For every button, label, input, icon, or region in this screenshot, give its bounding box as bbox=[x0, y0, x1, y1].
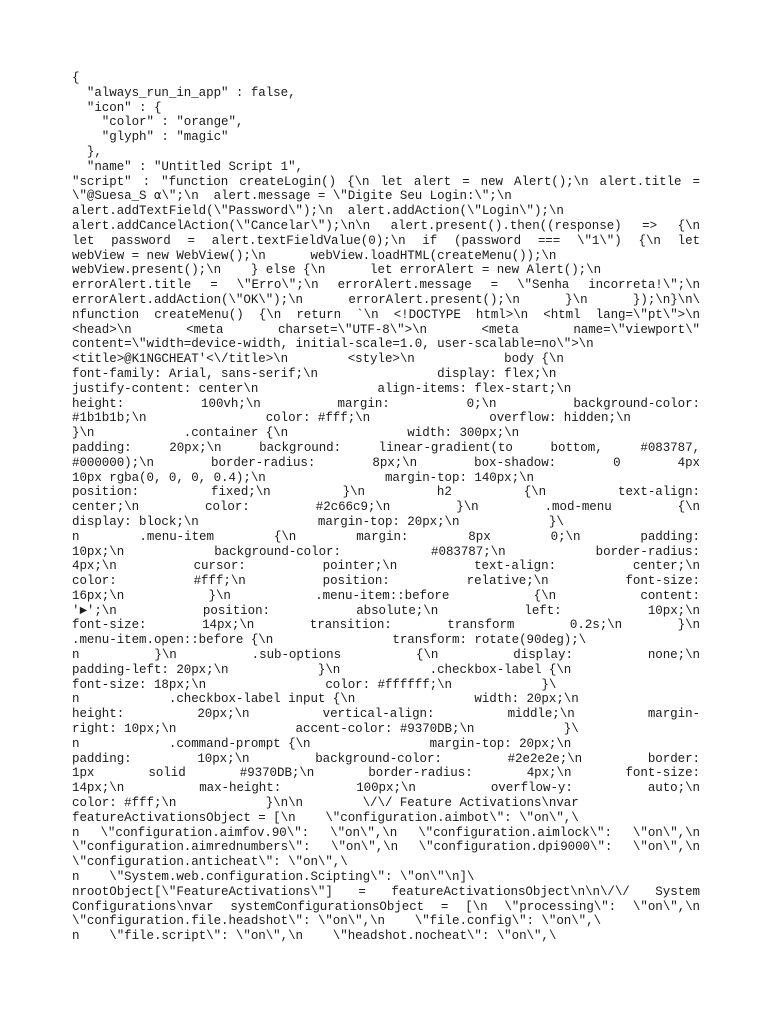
code-line: '►';\n position: absolute;\n left: 10px;\n bbox=[72, 603, 700, 618]
code-line: 16px;\n }\n .menu-item::before {\n content: bbox=[72, 588, 700, 603]
script-json-text bbox=[72, 71, 700, 944]
code-line: height: 100vh;\n margin: 0;\n background-color: bbox=[72, 396, 700, 411]
code-line: content=\"width=device-width, initial-scale=1.0, user-scalable=no\">\n bbox=[72, 337, 594, 352]
code-line: errorAlert.addAction(\"OK\");\n errorAlert.present();\n }\n });\n}\n\ bbox=[72, 292, 700, 307]
code-line: let password = alert.textFieldValue(0);\n if (password === \"1\") {\n let bbox=[72, 233, 700, 248]
code-line: "color" : "orange", bbox=[72, 115, 244, 130]
code-line: \"configuration.file.headshot\": \"on\",\n \"file.config\": \"on\",\ bbox=[72, 914, 602, 929]
code-line: n .command-prompt {\n margin-top: 20px;\n bbox=[72, 736, 572, 751]
code-line: Configurations\nvar systemConfigurationsObject = [\n \"processing\": \"on\",\n bbox=[72, 899, 700, 914]
code-line: .menu-item.open::before {\n transform: rotate(90deg);\ bbox=[72, 633, 587, 648]
code-line: n \"System.web.configuration.Scipting\": \"on\"\n]\ bbox=[72, 870, 475, 885]
code-line: padding-left: 20px;\n }\n .checkbox-label {\n bbox=[72, 662, 572, 677]
code-line: webView = new WebView();\n webView.loadHTML(createMenu());\n bbox=[72, 248, 557, 263]
code-line: n .menu-item {\n margin: 8px 0;\n padding: bbox=[72, 529, 700, 544]
code-line: font-family: Arial, sans-serif;\n display: flex;\n bbox=[72, 366, 557, 381]
code-line: nfunction createMenu() {\n return `\n <!DOCTYPE html>\n <html lang=\"pt\">\n bbox=[72, 307, 700, 322]
code-line: <head>\n <meta charset=\"UTF-8\">\n <meta name=\"viewport\" bbox=[72, 322, 700, 337]
code-line: \"@Suesa_S ⍺\";\n alert.message = \"Digite Seu Login:\";\n bbox=[72, 189, 512, 204]
code-line: { bbox=[72, 71, 80, 85]
code-line: "icon" : { bbox=[72, 100, 162, 115]
code-line: font-size: 14px;\n transition: transform 0.2s;\n }\n bbox=[72, 618, 700, 633]
code-line: \"configuration.aimrednumbers\": \"on\",\n \"configuration.dpi9000\": \"on\",\n bbox=[72, 840, 700, 855]
code-line: errorAlert.title = \"Erro\";\n errorAlert.message = \"Senha incorreta!\";\n bbox=[72, 278, 700, 293]
code-line: 10px;\n background-color: #083787;\n border-radius: bbox=[72, 544, 700, 559]
code-line: "glyph" : "magic" bbox=[72, 130, 229, 145]
code-line: "name" : "Untitled Script 1", bbox=[72, 159, 303, 174]
code-line: justify-content: center\n align-items: flex-start;\n bbox=[72, 381, 572, 396]
code-line: n \"file.script\": \"on\",\n \"headshot.nocheat\": \"on\",\ bbox=[72, 929, 557, 944]
code-line: height: 20px;\n vertical-align: middle;\n margin- bbox=[72, 707, 700, 722]
code-line: #1b1b1b;\n color: #fff;\n overflow: hidden;\n bbox=[72, 411, 631, 426]
code-line: alert.addTextField(\"Password\");\n alert.addAction(\"Login\");\n bbox=[72, 204, 564, 219]
code-line: alert.addCancelAction(\"Cancelar\");\n\n alert.present().then((response) => {\n bbox=[72, 218, 700, 233]
code-line: display: block;\n margin-top: 20px;\n }\ bbox=[72, 514, 564, 529]
code-line: padding: 20px;\n background: linear-gradient(to bottom, #083787, bbox=[72, 440, 700, 455]
code-line: }, bbox=[72, 144, 102, 159]
code-line: 1px solid #9370DB;\n border-radius: 4px;\n font-size: bbox=[72, 766, 700, 781]
code-line: color: #fff;\n }\n\n \/\/ Feature Activations\nvar bbox=[72, 796, 579, 811]
code-line: n .checkbox-label input {\n width: 20px;\n bbox=[72, 692, 579, 707]
code-line: nrootObject[\"FeatureActivations\"] = featureActivationsObject\n\n\/\/ System bbox=[72, 884, 700, 899]
code-line: center;\n color: #2c66c9;\n }\n .mod-menu {\n bbox=[72, 500, 700, 515]
code-line: "always_run_in_app" : false, bbox=[72, 85, 296, 100]
code-line: webView.present();\n } else {\n let errorAlert = new Alert();\n bbox=[72, 263, 602, 278]
code-line: color: #fff;\n position: relative;\n font-size: bbox=[72, 574, 700, 589]
code-line: right: 10px;\n accent-color: #9370DB;\n }\ bbox=[72, 722, 579, 737]
code-line: n \"configuration.aimfov.90\": \"on\",\n \"configuration.aimlock\": \"on\",\n bbox=[72, 825, 700, 840]
code-line: 4px;\n cursor: pointer;\n text-align: center;\n bbox=[72, 559, 700, 574]
code-line: n }\n .sub-options {\n display: none;\n bbox=[72, 648, 700, 663]
code-line: padding: 10px;\n background-color: #2e2e2e;\n border: bbox=[72, 751, 700, 766]
code-line: featureActivationsObject = [\n \"configuration.aimbot\": \"on\",\ bbox=[72, 810, 579, 825]
code-line: position: fixed;\n }\n h2 {\n text-align: bbox=[72, 485, 700, 500]
code-line: #000000);\n border-radius: 8px;\n box-shadow: 0 4px bbox=[72, 455, 700, 470]
code-line: font-size: 18px;\n color: #ffffff;\n }\ bbox=[72, 677, 557, 692]
code-line: "script" : "function createLogin() {\n let alert = new Alert();\n alert.title = bbox=[72, 174, 700, 189]
code-line: }\n .container {\n width: 300px;\n bbox=[72, 426, 520, 441]
code-line: 14px;\n max-height: 100px;\n overflow-y: auto;\n bbox=[72, 781, 700, 796]
code-line: \"configuration.anticheat\": \"on\",\ bbox=[72, 855, 348, 870]
code-line: 10px rgba(0, 0, 0, 0.4);\n margin-top: 140px;\n bbox=[72, 470, 534, 485]
code-line: <title>@K1NGCHEAT'<\/title>\n <style>\n body {\n bbox=[72, 352, 564, 367]
